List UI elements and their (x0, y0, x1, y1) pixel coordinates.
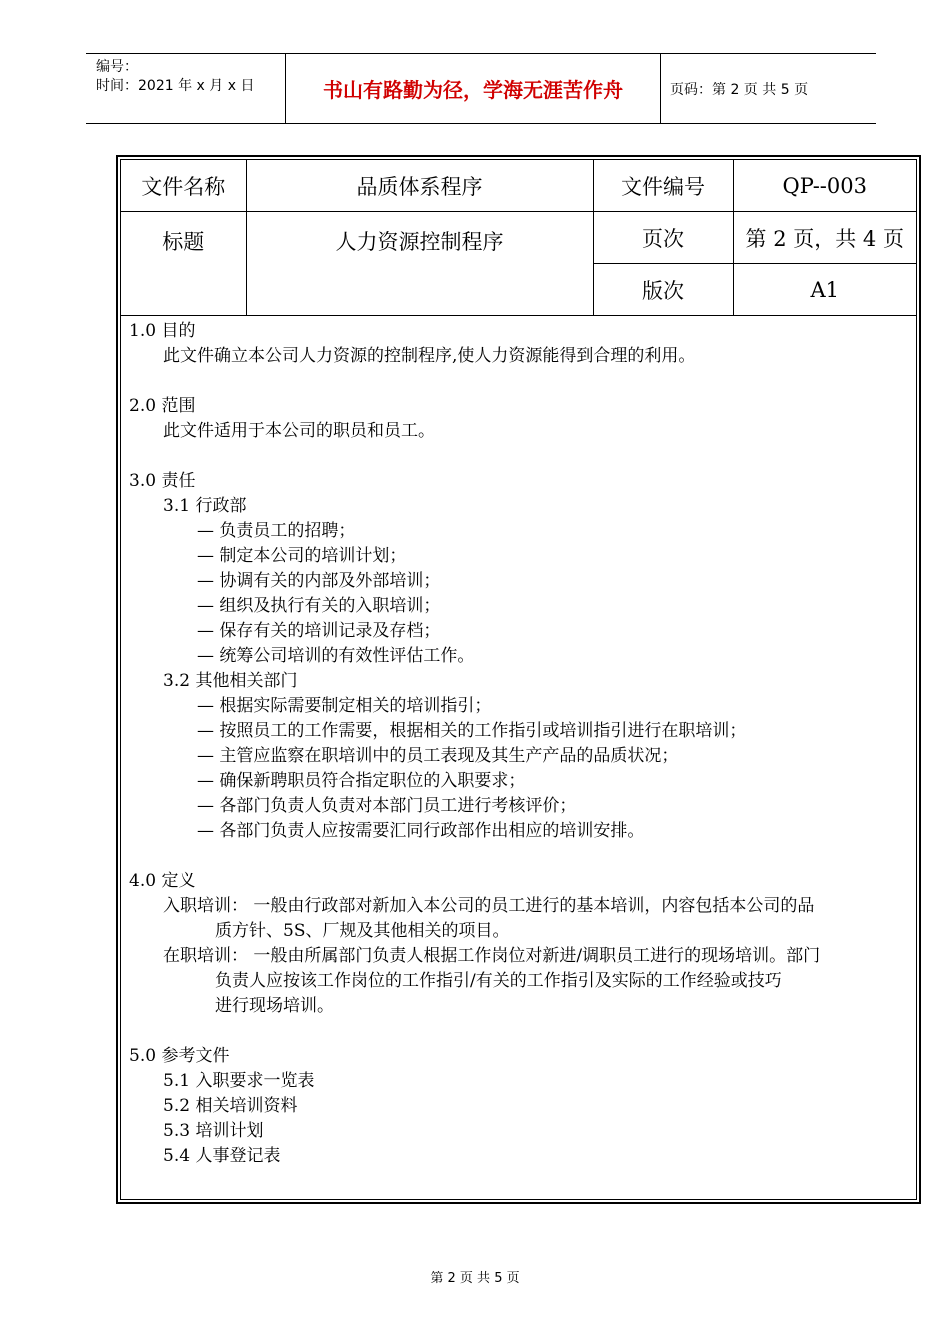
header-page-number: 页码：第 2 页 共 5 页 (670, 81, 809, 98)
list-item: 5.1 入职要求一览表 (163, 1071, 315, 1091)
file-code-value: QP--003 (733, 160, 916, 212)
document-body (129, 319, 908, 1169)
list-item: — 负责员工的招聘； (197, 521, 356, 541)
list-item: — 按照员工的工作需要，根据相关的工作指引或培训指引进行在职培训； (197, 721, 747, 741)
section-text: 此文件适用于本公司的职员和员工。 (163, 421, 435, 441)
document-frame (116, 155, 921, 1204)
definition-text: 入职培训： 一般由行政部对新加入本公司的员工进行的基本培训，内容包括本公司的品 (163, 896, 815, 916)
file-code-label: 文件编号 (593, 160, 733, 212)
list-item: — 各部门负责人应按需要汇同行政部作出相应的培训安排。 (197, 821, 645, 841)
section-heading: 3.0 责任 (129, 471, 196, 491)
section-text: 此文件确立本公司人力资源的控制程序,使人力资源能得到合理的利用。 (163, 346, 696, 366)
number-label: 编号： (96, 59, 138, 75)
definition-text: 负责人应按该工作岗位的工作指引/有关的工作指引及实际的工作经验或技巧 (215, 971, 782, 991)
page-header (86, 53, 876, 124)
list-item: 5.4 人事登记表 (163, 1146, 281, 1166)
list-item: — 保存有关的培训记录及存档； (197, 621, 441, 641)
section-heading: 5.0 参考文件 (129, 1046, 230, 1066)
list-item: — 主管应监察在职培训中的员工表现及其生产产品的品质状况； (197, 746, 679, 766)
list-item: 5.2 相关培训资料 (163, 1096, 298, 1116)
file-name-label: 文件名称 (121, 160, 246, 212)
header-meta (86, 54, 286, 123)
document-info-table (121, 160, 916, 316)
page-label: 页次 (593, 212, 733, 264)
page-footer: 第 2 页 共 5 页 (430, 1271, 520, 1286)
subsection-heading: 3.1 行政部 (163, 496, 247, 516)
section-heading: 1.0 目的 (129, 321, 196, 341)
header-motto: 书山有路勤为径，学海无涯苦作舟 (286, 54, 661, 123)
title-label: 标题 (121, 212, 246, 316)
definition-text: 进行现场培训。 (215, 996, 334, 1016)
list-item: — 根据实际需要制定相关的培训指引； (197, 696, 492, 716)
definition-text: 在职培训： 一般由所属部门负责人根据工作岗位对新进/调职员工进行的现场培训。部门 (163, 946, 821, 966)
title-value: 人力资源控制程序 (246, 212, 593, 316)
list-item: — 各部门负责人负责对本部门员工进行考核评价； (197, 796, 577, 816)
list-item: — 制定本公司的培训计划； (197, 546, 407, 566)
subsection-heading: 3.2 其他相关部门 (163, 671, 298, 691)
list-item: — 组织及执行有关的入职培训； (197, 596, 441, 616)
list-item: — 确保新聘职员符合指定职位的入职要求； (197, 771, 526, 791)
page-value: 第 2 页，共 4 页 (733, 212, 916, 264)
list-item: — 协调有关的内部及外部培训； (197, 571, 441, 591)
section-heading: 2.0 范围 (129, 396, 196, 416)
section-heading: 4.0 定义 (129, 871, 196, 891)
file-name-value: 品质体系程序 (246, 160, 593, 212)
version-value: A1 (733, 264, 916, 316)
definition-text: 质方针、5S、厂规及其他相关的项目。 (215, 921, 510, 941)
version-label: 版次 (593, 264, 733, 316)
list-item: 5.3 培训计划 (163, 1121, 264, 1141)
list-item: — 统筹公司培训的有效性评估工作。 (197, 646, 475, 666)
time-label: 时间：2021 年 x 月 x 日 (96, 78, 255, 94)
